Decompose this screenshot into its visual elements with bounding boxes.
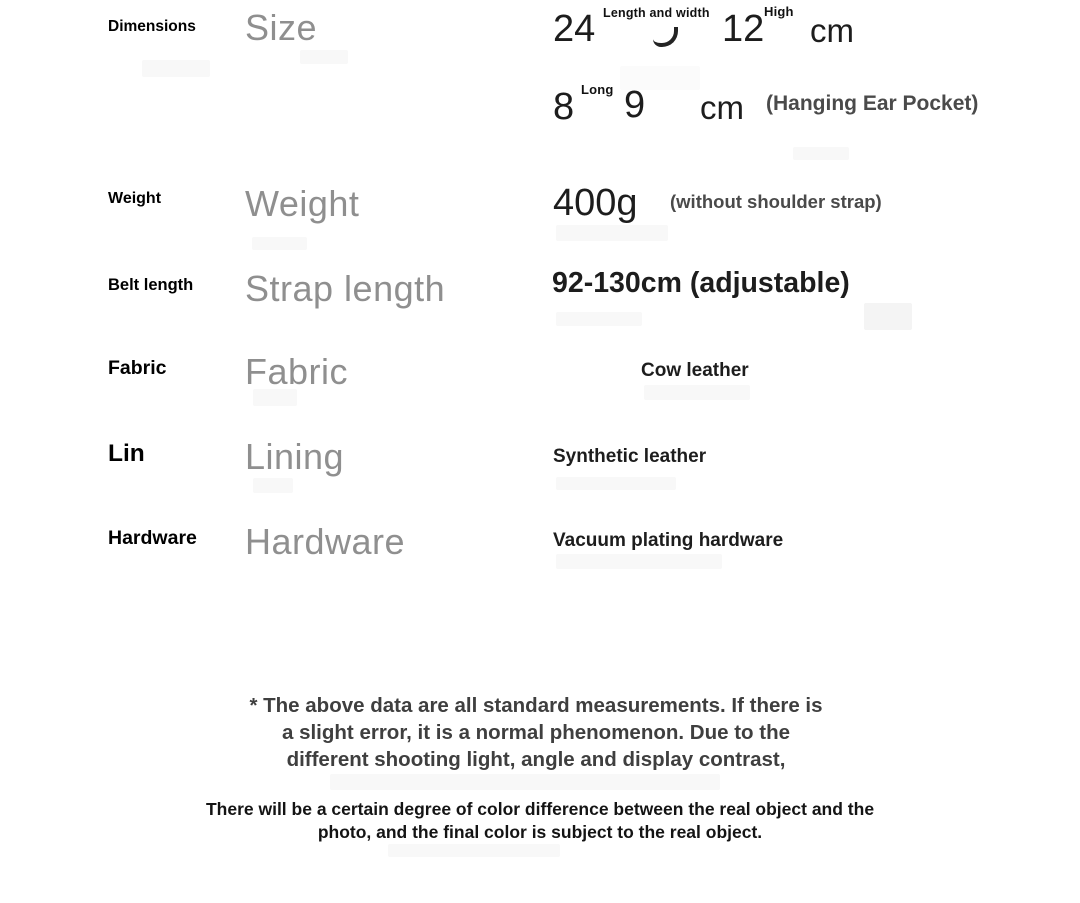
strap-length-term: Strap length bbox=[245, 268, 446, 309]
overlay-artifact bbox=[556, 312, 642, 326]
overlay-artifact bbox=[253, 478, 293, 493]
size-unit: cm bbox=[810, 12, 854, 49]
overlay-artifact bbox=[556, 225, 668, 241]
pocket-second-value: 9 bbox=[624, 84, 646, 126]
disclaimer-secondary bbox=[0, 798, 1080, 843]
overlay-artifact bbox=[864, 303, 912, 330]
fabric-value: Cow leather bbox=[641, 360, 749, 381]
size-term: Size bbox=[245, 7, 318, 48]
dimensions-label: Dimensions bbox=[108, 18, 196, 35]
size-height-value: 12 bbox=[722, 8, 765, 50]
lining-value: Synthetic leather bbox=[553, 446, 707, 467]
pocket-sup-label: Long bbox=[581, 82, 614, 97]
pocket-note: (Hanging Ear Pocket) bbox=[766, 92, 979, 115]
disclaimer-line: different shooting light, angle and display contrast, bbox=[286, 748, 786, 771]
lining-term: Lining bbox=[245, 436, 345, 477]
pocket-unit: cm bbox=[700, 89, 744, 126]
overlay-artifact bbox=[556, 477, 676, 490]
size-width-value: 24 bbox=[553, 8, 596, 50]
disclaimer-line: There will be a certain degree of color difference between the real object and the bbox=[205, 799, 875, 819]
pocket-first-value: 8 bbox=[553, 86, 575, 128]
hardware-label: Hardware bbox=[108, 527, 197, 549]
overlay-artifact bbox=[330, 774, 720, 790]
disclaimer-line: a slight error, it is a normal phenomenon. Due to the bbox=[281, 721, 790, 744]
disclaimer-line: photo, and the final color is subject to the real object. bbox=[317, 821, 763, 842]
overlay-artifact bbox=[644, 385, 750, 400]
overlay-artifact bbox=[300, 50, 348, 64]
size-height-sup-label: High bbox=[764, 4, 794, 19]
overlay-artifact bbox=[793, 147, 849, 160]
overlay-artifact bbox=[142, 60, 210, 77]
stray-glyph-artifact bbox=[653, 27, 678, 47]
weight-value: 400g bbox=[553, 182, 638, 224]
overlay-artifact bbox=[252, 237, 307, 250]
hardware-term: Hardware bbox=[245, 521, 406, 562]
overlay-artifact bbox=[556, 554, 722, 569]
weight-note: (without shoulder strap) bbox=[670, 191, 882, 212]
fabric-label: Fabric bbox=[108, 357, 167, 379]
belt-length-label: Belt length bbox=[108, 276, 194, 294]
strap-length-value: 92-130cm (adjustable) bbox=[552, 267, 850, 299]
disclaimer-line: * The above data are all standard measurements. If there is bbox=[249, 694, 823, 717]
fabric-term: Fabric bbox=[245, 351, 349, 392]
disclaimer-primary bbox=[0, 692, 1072, 773]
hardware-value: Vacuum plating hardware bbox=[553, 530, 784, 551]
lining-label: Lin bbox=[108, 440, 145, 467]
overlay-artifact bbox=[388, 844, 560, 857]
weight-term: Weight bbox=[245, 183, 360, 224]
size-width-sup-label: Length and width bbox=[603, 6, 710, 20]
weight-label: Weight bbox=[108, 190, 162, 207]
